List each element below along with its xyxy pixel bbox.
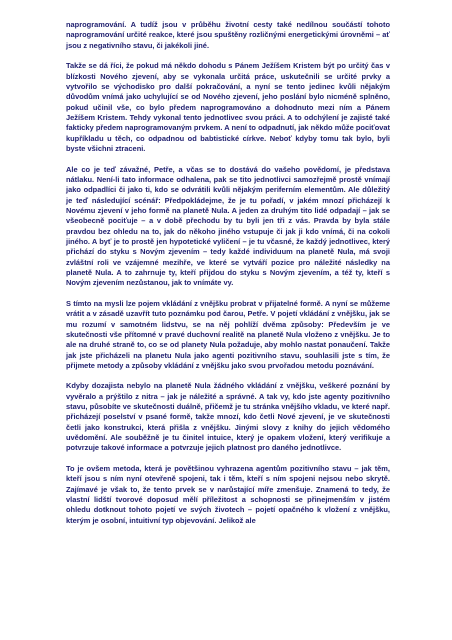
document-page	[66, 20, 390, 526]
paragraph: S tímto na mysli lze pojem vkládání z vnějšku probrat v přijatelné formě. A nyní se můžeme vrátit a v zásadě uzavřít tuto poznámku pod čarou, Petře. V pojetí vkládání z vnějšku, jak se mu rozumí v samotném lidstvu, se na něj pohlíží dvěma způsoby: Především je ve skutečnosti vše přítomné v pravé duchovní realitě na planetě Nula vloženo z vnějšku. Je to ale na druhé straně to, co se od planety Nula požaduje, aby mohlo nastat ponaučení. Takže jak jste přicházeli na planetu Nula jako agenti pozitivního stavu, souhlasili jste s tím, že přijmete metody a způsoby vkládání z vnějšku jako svou prvořadou metodu poznávání.	[66, 298, 390, 370]
paragraph: To je ovšem metoda, která je povětšinou vyhrazena agentům pozitivního stavu – jak těm, kteří jsou s ním nyní otevřeně spojeni, tak i těm, kteří s ním spojeni nejsou nebo skrytě. Zajímavé je však to, že tento prvek se v narůstající míře zmenšuje. Znamená to tedy, že vlastní lidští tvorové doposud mělí příležitost a schopnosti se přinejmenším v jistém ohledu dotknout tohoto pojetí ve svých životech – pojetí opačného k vložení z vnějšku, kterým je osobní, intuitivní typ objevování. Jelikož ale	[66, 464, 390, 525]
paragraph: Ale co je teď závažné, Petře, a včas se to dostává do vašeho povědomí, je představa nátlaku. Není-li tato informace odhalena, pak se tito jednotlivci samozřejmě prostě vnímají jako odpadlíci či jako ti, kdo se odvrátili kvůli nějakým periferním elementům. Ale důležitý je teď následující scénář: Předpokládejme, že je tu pořadí, v jakém mnozí přicházejí k Novému zjevení v jeho formě na planetě Nula. A jeden za druhým tito lidé odpadají – jak se všeobecně pociťuje – a v době přechodu by tu byli jen tři z vás. Pravda by byla stále pravdou bez ohledu na to, jak do někoho jiného vstupuje či jak ji kdo vnímá, či na cokoli jiného. A byť je to prostě jen hypotetické vyličení – je tu včasné, že každý jednotlivec, který přichází do styku s Novým zjevením – tedy každé individuum na planetě Nula, má svoji zvláštní roli ve vzájemné mezihře, ve které se vytváří pozice pro náležité následky na planetě Nula. A to zahrnuje ty, kteří přijdou do styku s Novým zjevením, a též ty, kteří s Novým zjevením nezůstanou, jak to vnímáte vy.	[66, 164, 390, 288]
paragraph: naprogramování. A tudíž jsou v průběhu životní cesty také nedílnou součástí tohoto naprogramování určité reakce, které jsou spuštěny rozličnými energetickými úrovněmi – ať jsou z negativního stavu, či jakékoli jiné.	[66, 20, 390, 50]
paragraph: Kdyby dozajista nebylo na planetě Nula žádného vkládání z vnějšku, veškeré poznání by vyvěralo a prýštilo z nitra – jak je náležité a správné. A tak vy, kdo jste agenty pozitivního stavu, působíte ve skutečnosti duálně, přičemž je tu stránka vnějšího vkladu, ve které např. přicházejí poselství v psané formě, takže mnozí, kdo četli Nové zjevení, je ve skutečnosti četli jako konstrukci, která přišla z vnějšku. Jinými slovy z knihy do jejich vědomého uvědomění. Ale souběžně je tu činitel intuice, který je opakem vložení, který verifikuje a potvrzuje takové informace a potvrzuje jejich platnost pro daného jednotlivce.	[66, 381, 390, 453]
paragraph: Takže se dá říci, že pokud má někdo dohodu s Pánem Ježíšem Kristem být po určitý čas v blízkosti Nového zjevení, aby se vykonala určitá práce, uskutečnili se určité prvky a vytvořilo se východisko pro další pokračování, a nyní se tento jedinec kvůli nějakým důvodům vnímá jako uchylující se od Nového zjevení, jeho poslání bylo nicméně splněno, pokud učinil vše, co bylo předem naprogramováno a dohodnuto mezi ním a Pánem Ježíšem Kristem. Tehdy vykonal tento jednotlivec svou práci. A to odchýlení je zajisté také fakticky předem naprogramovaným prvkem. A není to odpadnutí, jak někdo může pociťovat kupříkladu u těch, co odpadnou od babtistické církve. Neboť kdyby tomu tak bylo, byli byste všichni ztraceni.	[66, 61, 390, 153]
